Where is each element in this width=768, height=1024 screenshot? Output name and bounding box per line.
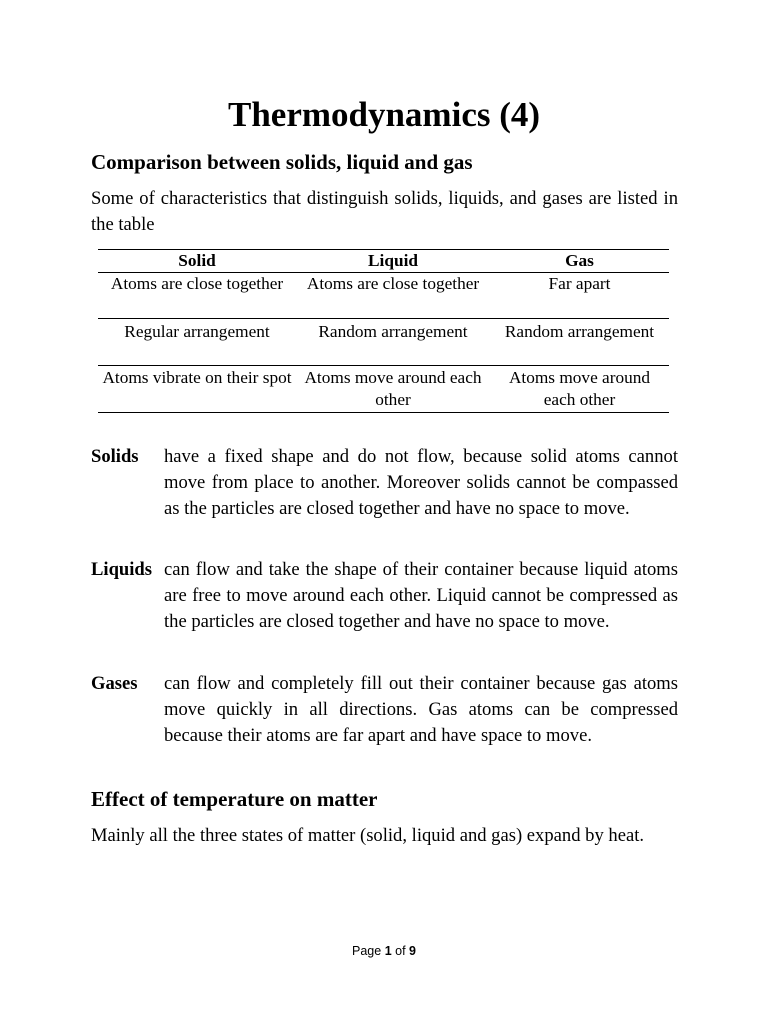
table-row (98, 319, 669, 366)
table-cell: Far apart (490, 273, 669, 319)
table-cell: Atoms are close together (296, 273, 490, 319)
table-cell: Atoms vibrate on their spot (98, 366, 296, 413)
page-title: Thermodynamics (4) (227, 95, 541, 134)
table-header-row (98, 250, 669, 273)
table-cell: Atoms move around each other (296, 366, 490, 413)
definition-term: Gases (91, 673, 138, 694)
table-cell: Regular arrangement (98, 319, 296, 366)
temperature-paragraph: Mainly all the three states of matter (solid, liquid and gas) expand by heat. (91, 825, 645, 846)
footer-current-page: 1 (384, 944, 392, 958)
definition-text: have a fixed shape and do not flow, because solid atoms cannot move from place to another. Moreover solids cannot be compassed as the particles are closed together and have no space to move. (164, 446, 678, 519)
definition-term: Solids (91, 446, 139, 467)
comparison-table (98, 249, 669, 413)
table-cell: Atoms are close together (98, 273, 296, 319)
table-header-cell: Gas (490, 250, 669, 273)
definition-liquids (91, 557, 678, 635)
footer-page-word: Page (352, 944, 382, 958)
definition-term: Liquids (91, 559, 152, 580)
table-cell: Random arrangement (490, 319, 669, 366)
table-cell: Atoms move around each other (490, 366, 669, 413)
definition-solids (91, 444, 678, 522)
definition-text: can flow and completely fill out their container because gas atoms move quickly in all directions. Gas atoms can be compressed because their atoms are far apart and have space to move. (164, 673, 678, 746)
section-heading-temperature: Effect of temperature on matter (91, 787, 378, 811)
table-header-cell: Solid (98, 250, 296, 273)
intro-paragraph: Some of characteristics that distinguish solids, liquids, and gases are listed in the table (91, 188, 678, 235)
definition-text: can flow and take the shape of their container because liquid atoms are free to move around each other. Liquid cannot be compressed as the particles are closed together and have no space to move. (164, 559, 678, 632)
table-header-cell: Liquid (296, 250, 490, 273)
table-row (98, 273, 669, 319)
table-cell: Random arrangement (296, 319, 490, 366)
footer-total-pages: 9 (409, 944, 416, 958)
section-heading-comparison: Comparison between solids, liquid and gas (91, 150, 473, 174)
page-footer (0, 943, 768, 959)
definition-gases (91, 671, 678, 749)
footer-of-word: of (395, 944, 406, 958)
table-row (98, 366, 669, 413)
